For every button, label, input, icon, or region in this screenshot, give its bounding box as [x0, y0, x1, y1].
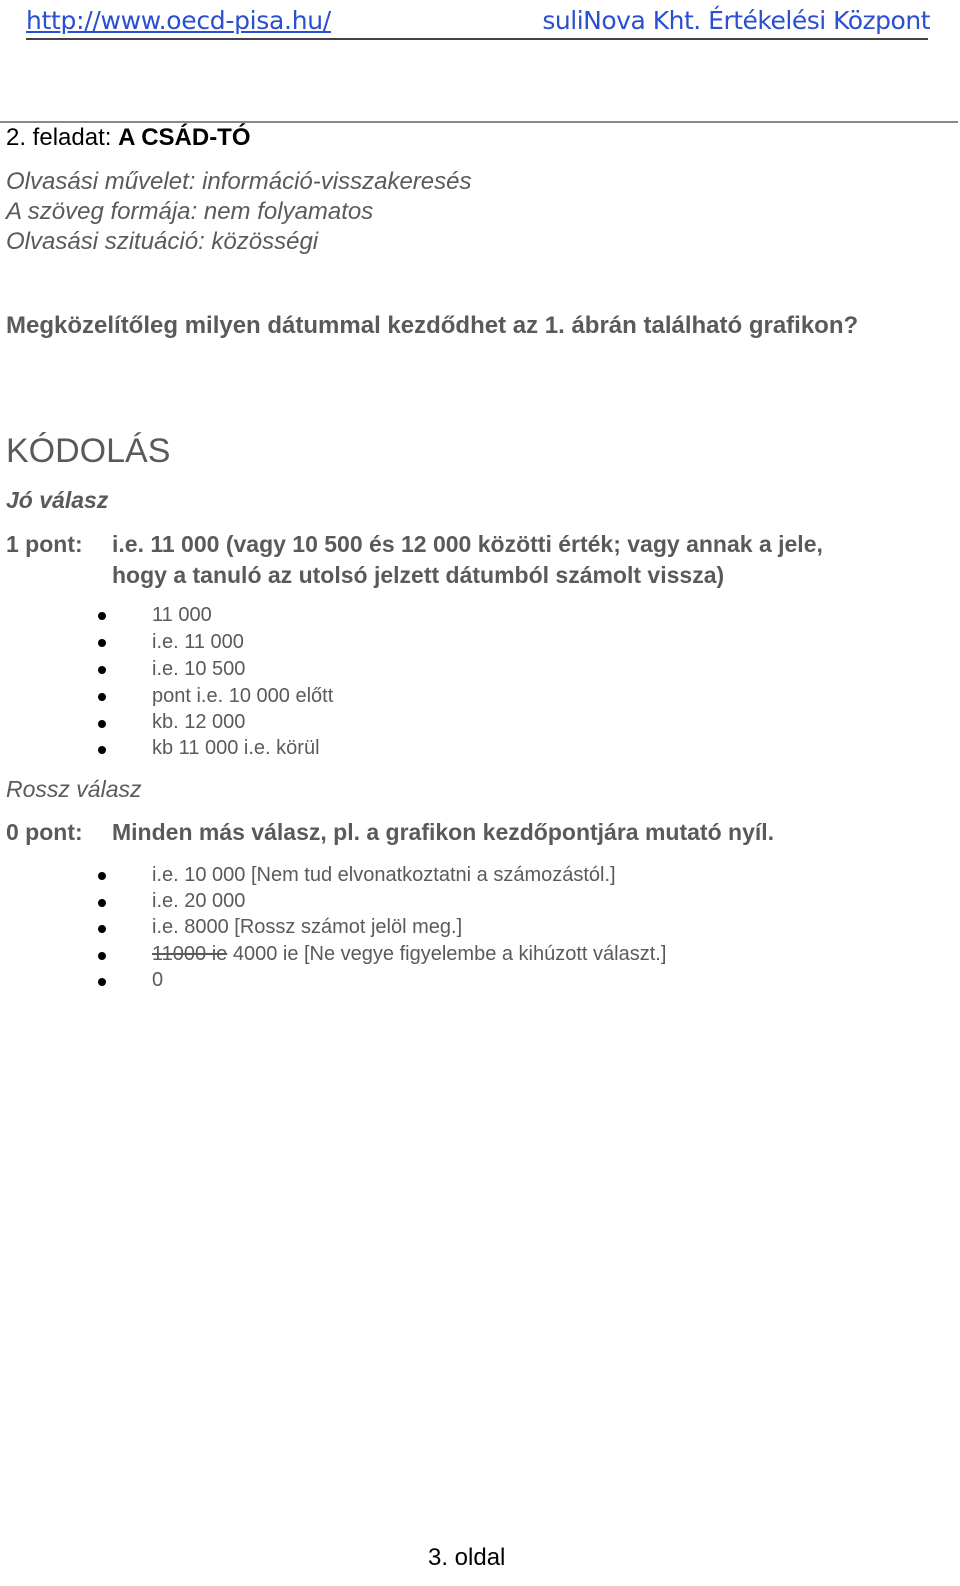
meta-reading-operation: Olvasási művelet: információ-visszakeresés — [6, 168, 472, 195]
question-text: Megközelítőleg milyen dátummal kezdődhet az 1. ábrán található grafikon? — [6, 312, 859, 339]
page-header — [0, 0, 960, 44]
header-organization: suliNova Kht. Értékelési Központ — [542, 6, 930, 35]
section-divider — [0, 121, 958, 123]
correct-criteria-line1: i.e. 11 000 (vagy 10 500 és 12 000 közötti érték; vagy annak a jele, — [112, 531, 823, 557]
list-item: i.e. 20 000 — [152, 890, 246, 912]
wrong-score-label: 0 pont: — [6, 819, 83, 845]
list-item: kb 11 000 i.e. körül — [152, 737, 320, 759]
correct-answer-heading: Jó válasz — [6, 487, 109, 513]
page-number: 3. oldal — [428, 1544, 506, 1571]
header-divider — [26, 38, 928, 40]
bullet-icon — [98, 978, 106, 986]
bullet-icon — [98, 666, 106, 674]
bullet-icon — [98, 639, 106, 647]
list-item: i.e. 10 000 [Nem tud elvonatkoztatni a számozástól.] — [152, 864, 616, 886]
correct-criteria-line2: hogy a tanuló az utolsó jelzett dátumból számolt vissza) — [112, 562, 725, 588]
coding-heading: KÓDOLÁS — [6, 432, 171, 470]
list-item: i.e. 8000 [Rossz számot jelöl meg.] — [152, 916, 463, 938]
bullet-icon — [98, 720, 106, 728]
list-item: kb. 12 000 — [152, 711, 246, 733]
list-item: i.e. 11 000 — [152, 631, 244, 653]
list-item: 0 — [152, 969, 164, 991]
bullet-icon — [98, 746, 106, 754]
list-item: i.e. 10 500 — [152, 658, 246, 680]
bullet-icon — [98, 952, 106, 960]
task-name: A CSÁD-TÓ — [118, 124, 251, 151]
bullet-icon — [98, 693, 106, 701]
bullet-icon — [98, 612, 106, 620]
remaining-answer: 4000 ie [Ne vegye figyelembe a kihúzott választ.] — [227, 943, 667, 965]
meta-reading-situation: Olvasási szituáció: közösségi — [6, 228, 319, 255]
task-prefix: 2. feladat: — [6, 124, 119, 151]
list-item: pont i.e. 10 000 előtt — [152, 685, 334, 707]
bullet-icon — [98, 872, 106, 880]
struck-answer: 11000 ie — [152, 943, 228, 965]
meta-text-format: A szöveg formája: nem folyamatos — [6, 198, 374, 225]
header-url-link[interactable]: http://www.oecd-pisa.hu/ — [26, 6, 331, 35]
task-title — [6, 124, 251, 152]
bullet-icon — [98, 899, 106, 907]
wrong-answer-heading: Rossz válasz — [6, 776, 142, 802]
correct-score-label: 1 pont: — [6, 531, 83, 557]
wrong-criteria: Minden más válasz, pl. a grafikon kezdőpontjára mutató nyíl. — [112, 819, 775, 845]
list-item: 11 000 — [152, 604, 212, 626]
bullet-icon — [98, 925, 106, 933]
list-item — [152, 943, 666, 966]
